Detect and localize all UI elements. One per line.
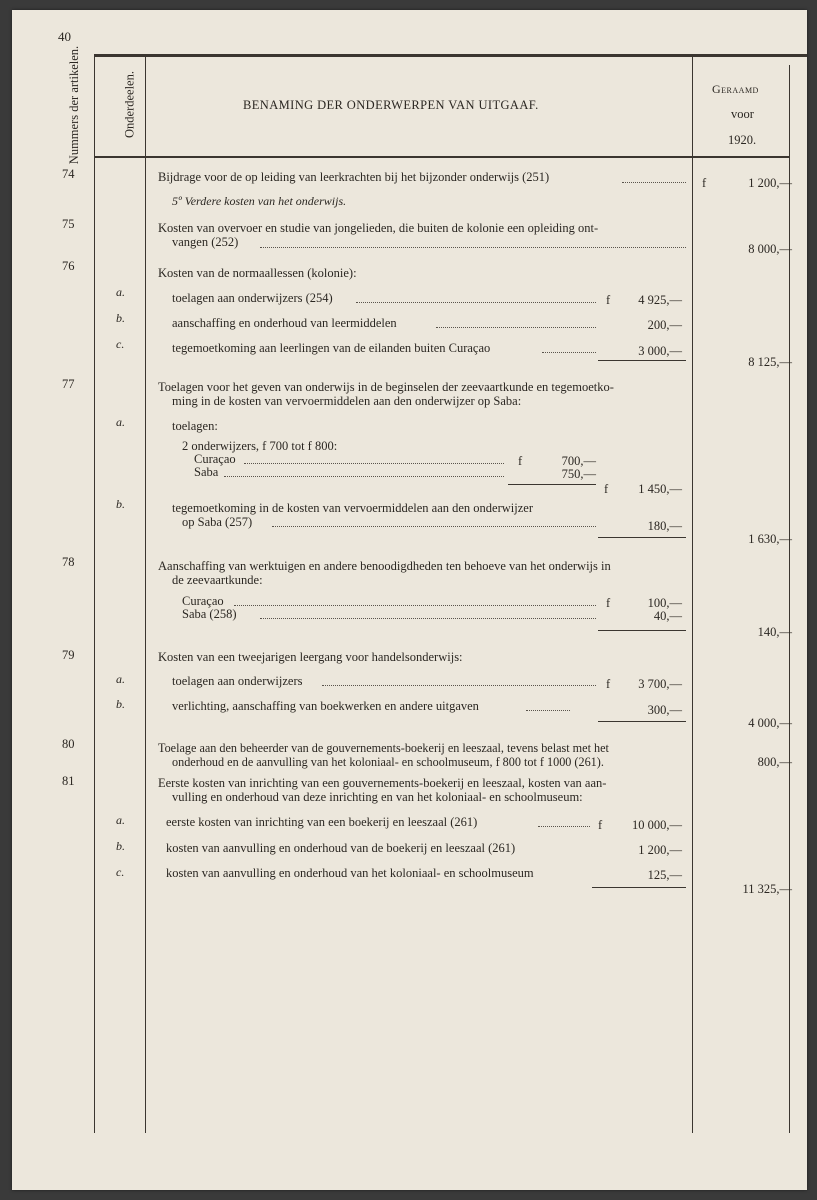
row-text: aanschaffing en onderhoud van leermiddelen — [172, 316, 397, 330]
sub-amount: 3 700,— — [638, 677, 682, 691]
leader-dots — [322, 685, 596, 686]
sub-amount: 125,— — [647, 868, 682, 882]
total-amount: 1 630,— — [748, 532, 792, 546]
total-amount: 800,— — [757, 755, 792, 769]
row-text: Saba (258) — [182, 607, 237, 621]
sum-rule — [598, 360, 686, 361]
sub-amount: 1 450,— — [638, 482, 682, 496]
column-rule-2 — [145, 57, 146, 1133]
leader-dots — [272, 526, 596, 527]
leader-dots — [436, 327, 596, 328]
row-text: Bijdrage voor de op leiding van leerkrachten bij het bijzonder onderwijs (251) — [158, 170, 550, 184]
row-text: toelagen aan onderwijzers — [172, 674, 303, 688]
article-number: 80 — [62, 737, 75, 751]
leader-dots — [224, 476, 504, 477]
row-text: Kosten van overvoer en studie van jongelieden, die buiten de kolonie een opleiding ont- — [158, 221, 599, 235]
total-amount: 8 000,— — [748, 242, 792, 256]
header-title: BENAMING DER ONDERWERPEN VAN UITGAAF. — [243, 98, 539, 112]
sub-letter: a. — [116, 285, 125, 299]
sub-letter: b. — [116, 839, 125, 853]
total-amount: 8 125,— — [748, 355, 792, 369]
currency-f: f — [702, 176, 707, 190]
row-text: eerste kosten van inrichting van een boekerij en leeszaal (261) — [166, 815, 478, 829]
row-text: toelagen aan onderwijzers (254) — [172, 291, 333, 305]
row-text: verlichting, aanschaffing van boekwerken en andere uitgaven — [172, 699, 479, 713]
sub-letter: c. — [116, 865, 125, 879]
header-rule — [94, 156, 789, 158]
article-number: 75 — [62, 217, 75, 231]
page-number: 40 — [58, 29, 71, 44]
total-amount: 4 000,— — [748, 716, 792, 730]
article-number: 78 — [62, 555, 75, 569]
row-text: ming in de kosten van vervoermiddelen aan den onderwijzer op Saba: — [172, 394, 522, 408]
column-rule-3 — [692, 57, 693, 1133]
sub-amount: 750,— — [561, 467, 596, 481]
row-text: tegemoetkoming in de kosten van vervoermiddelen aan den onderwijzer — [172, 501, 533, 515]
header-nummers: Nummers der artikelen. — [67, 45, 81, 165]
row-text: 2 onderwijzers, f 700 tot f 800: — [182, 439, 338, 453]
currency-f: f — [606, 596, 611, 610]
sub-letter: a. — [116, 672, 125, 686]
currency-f: f — [604, 482, 609, 496]
row-text: Toelagen voor het geven van onderwijs in de beginselen der zeevaartkunde en tegemoetko- — [158, 380, 614, 394]
row-text: Kosten van een tweejarigen leergang voor handelsonderwijs: — [158, 650, 463, 664]
sub-amount: 3 000,— — [638, 344, 682, 358]
header-onderdeelen: Onderdeelen. — [122, 71, 137, 138]
sub-amount: 300,— — [647, 703, 682, 717]
leader-dots — [244, 463, 504, 464]
leader-dots — [526, 710, 570, 711]
currency-f: f — [606, 677, 611, 691]
top-rule — [94, 54, 807, 57]
sub-amount: 40,— — [653, 609, 682, 623]
sub-letter: a. — [116, 813, 125, 827]
leader-dots — [260, 247, 686, 248]
currency-f: f — [518, 454, 523, 468]
row-text: kosten van aanvulling en onderhoud van het koloniaal- en schoolmuseum — [166, 866, 534, 880]
currency-f: f — [606, 293, 611, 307]
row-text: onderhoud en de aanvulling van het koloniaal- en schoolmuseum, f 800 tot f 1000 (261). — [172, 755, 604, 769]
row-text: tegemoetkoming aan leerlingen van de eilanden buiten Curaçao — [172, 341, 491, 355]
row-text: toelagen: — [172, 419, 218, 433]
header-geraamd: Geraamd — [712, 82, 759, 96]
row-text: Saba — [194, 465, 219, 479]
sub-letter: c. — [116, 337, 125, 351]
row-text: Eerste kosten van inrichting van een gouvernements-boekerij en leeszaal, kosten van aan- — [158, 776, 607, 790]
sum-rule — [598, 721, 686, 722]
row-text: vulling en onderhoud van deze inrichting en van het koloniaal- en schoolmuseum: — [172, 790, 583, 804]
currency-f: f — [598, 818, 603, 832]
article-number: 74 — [62, 167, 75, 181]
row-text: vangen (252) — [172, 235, 239, 249]
sub-amount: 700,— — [561, 454, 596, 468]
row-text: Kosten van de normaallessen (kolonie): — [158, 266, 357, 280]
article-number: 79 — [62, 648, 75, 662]
sum-rule — [508, 484, 596, 485]
sum-rule — [598, 630, 686, 631]
header-year: 1920. — [728, 133, 757, 147]
leader-dots — [622, 182, 686, 183]
row-text: Toelage aan den beheerder van de gouvernements-boekerij en leeszaal, tevens belast met het — [158, 741, 609, 755]
sub-amount: 200,— — [647, 318, 682, 332]
column-rule-1 — [94, 57, 95, 1133]
row-text: Curaçao — [182, 594, 224, 608]
sub-amount: 4 925,— — [638, 293, 682, 307]
leader-dots — [538, 826, 590, 827]
sub-letter: a. — [116, 415, 125, 429]
sum-rule — [598, 537, 686, 538]
sub-letter: b. — [116, 497, 125, 511]
row-text: Curaçao — [194, 452, 236, 466]
leader-dots — [542, 352, 596, 353]
total-amount: 140,— — [757, 625, 792, 639]
leader-dots — [356, 302, 596, 303]
sub-amount: 1 200,— — [638, 843, 682, 857]
sub-amount: 180,— — [647, 519, 682, 533]
row-text: Aanschaffing van werktuigen en andere benoodigdheden ten behoeve van het onderwijs in — [158, 559, 611, 573]
total-amount: 1 200,— — [748, 176, 792, 190]
article-number: 81 — [62, 774, 75, 788]
sub-letter: b. — [116, 697, 125, 711]
article-number: 76 — [62, 259, 75, 273]
leader-dots — [234, 605, 596, 606]
sum-rule — [592, 887, 686, 888]
article-number: 77 — [62, 377, 75, 391]
leader-dots — [260, 618, 596, 619]
row-text: op Saba (257) — [182, 515, 253, 529]
header-voor: voor — [731, 107, 754, 121]
row-text: de zeevaartkunde: — [172, 573, 263, 587]
column-rule-4 — [789, 65, 790, 1133]
sub-amount: 100,— — [647, 596, 682, 610]
row-text: kosten van aanvulling en onderhoud van de boekerij en leeszaal (261) — [166, 841, 516, 855]
sub-letter: b. — [116, 311, 125, 325]
section-heading: 5º Verdere kosten van het onderwijs. — [172, 194, 347, 208]
total-amount: 11 325,— — [742, 882, 792, 896]
sub-amount: 10 000,— — [632, 818, 682, 832]
document-page — [12, 10, 807, 1190]
